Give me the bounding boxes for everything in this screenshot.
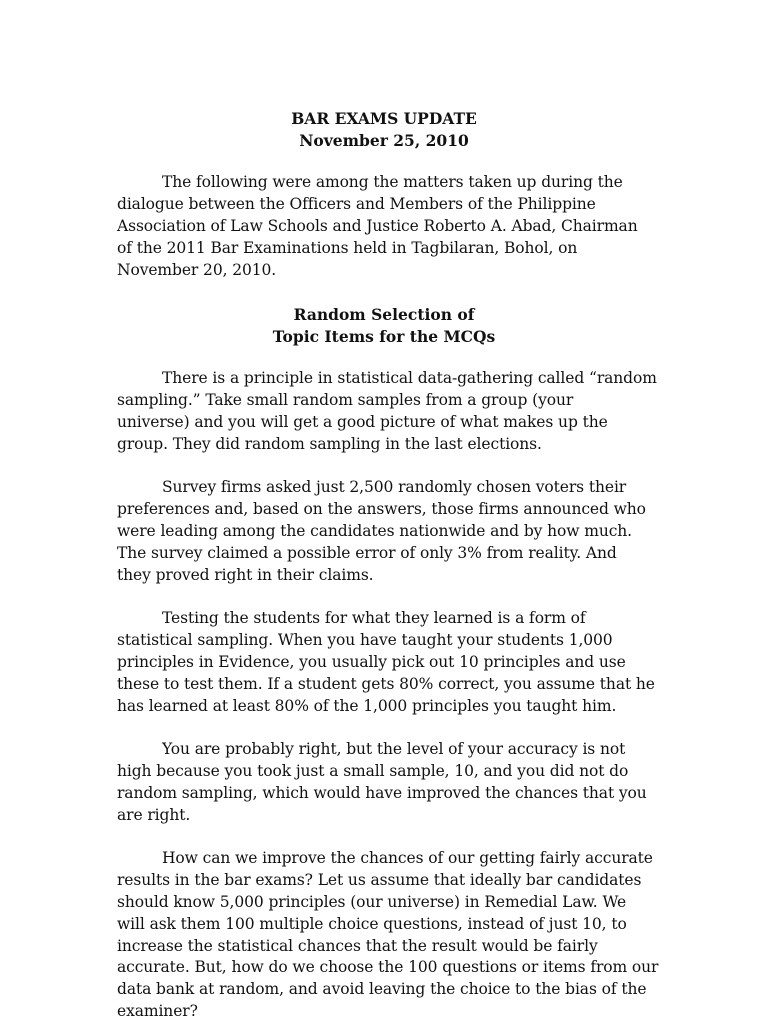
paragraph-line: How can we improve the chances of our getting fairly accurate — [162, 849, 653, 867]
paragraph-line: group. They did random sampling in the last elections. — [117, 434, 542, 453]
paragraph-line: There is a principle in statistical data-gathering called “random — [162, 369, 657, 387]
paragraph-line: will ask them 100 multiple choice questions, instead of just 10, to — [117, 914, 627, 933]
paragraph-line: Association of Law Schools and Justice Roberto A. Abad, Chairman — [117, 216, 638, 235]
document-title: BAR EXAMS UPDATE — [291, 109, 477, 128]
paragraph-accuracy — [117, 739, 677, 827]
paragraph-line: has learned at least 80% of the 1,000 principles you taught him. — [117, 696, 617, 715]
section-heading-line-2: Topic Items for the MCQs — [272, 327, 496, 346]
section-heading — [0, 304, 768, 348]
paragraph-line: data bank at random, and avoid leaving the choice to the bias of the — [117, 980, 647, 999]
paragraph-survey-firms — [117, 477, 677, 586]
paragraph-line: were leading among the candidates nationwide and by how much. — [117, 521, 633, 540]
paragraph-testing-students — [117, 608, 677, 717]
paragraph-line: high because you took just a small sample, 10, and you did not do — [117, 761, 629, 780]
paragraph-line: universe) and you will get a good picture of what makes up the — [117, 412, 608, 431]
paragraph-line: statistical sampling. When you have taught your students 1,000 — [117, 630, 613, 649]
paragraph-line: Testing the students for what they learned is a form of — [162, 609, 586, 627]
paragraph-line: November 20, 2010. — [117, 260, 277, 279]
paragraph-line: sampling.” Take small random samples from a group (your — [117, 390, 574, 409]
paragraph-line: accurate. But, how do we choose the 100 questions or items from our — [117, 958, 659, 977]
paragraph-line: of the 2011 Bar Examinations held in Tagbilaran, Bohol, on — [117, 238, 578, 257]
paragraph-line: dialogue between the Officers and Members of the Philippine — [117, 194, 596, 213]
paragraph-line: results in the bar exams? Let us assume that ideally bar candidates — [117, 870, 642, 889]
paragraph-line: examiner? — [117, 1002, 198, 1021]
paragraph-line: these to test them. If a student gets 80% correct, you assume that he — [117, 674, 655, 693]
document-title-block — [0, 108, 768, 152]
paragraph-line: principles in Evidence, you usually pick out 10 principles and use — [117, 652, 626, 671]
paragraph-line: they proved right in their claims. — [117, 565, 374, 584]
paragraph-line: The following were among the matters taken up during the — [162, 173, 623, 191]
paragraph-line: The survey claimed a possible error of only 3% from reality. And — [117, 543, 617, 562]
paragraph-improve-chances — [117, 848, 677, 1023]
document-date: November 25, 2010 — [299, 131, 469, 150]
paragraph-line: preferences and, based on the answers, those firms announced who — [117, 499, 646, 518]
paragraph-line: increase the statistical chances that the result would be fairly — [117, 936, 598, 955]
paragraph-line: You are probably right, but the level of your accuracy is not — [162, 740, 626, 758]
paragraph-random-sampling — [117, 368, 677, 456]
paragraph-line: random sampling, which would have improved the chances that you — [117, 783, 647, 802]
paragraph-line: Survey firms asked just 2,500 randomly chosen voters their — [162, 478, 627, 496]
paragraph-line: should know 5,000 principles (our universe) in Remedial Law. We — [117, 892, 627, 911]
paragraph-line: are right. — [117, 805, 191, 824]
section-heading-line-1: Random Selection of — [293, 305, 475, 324]
intro-paragraph — [117, 172, 677, 281]
